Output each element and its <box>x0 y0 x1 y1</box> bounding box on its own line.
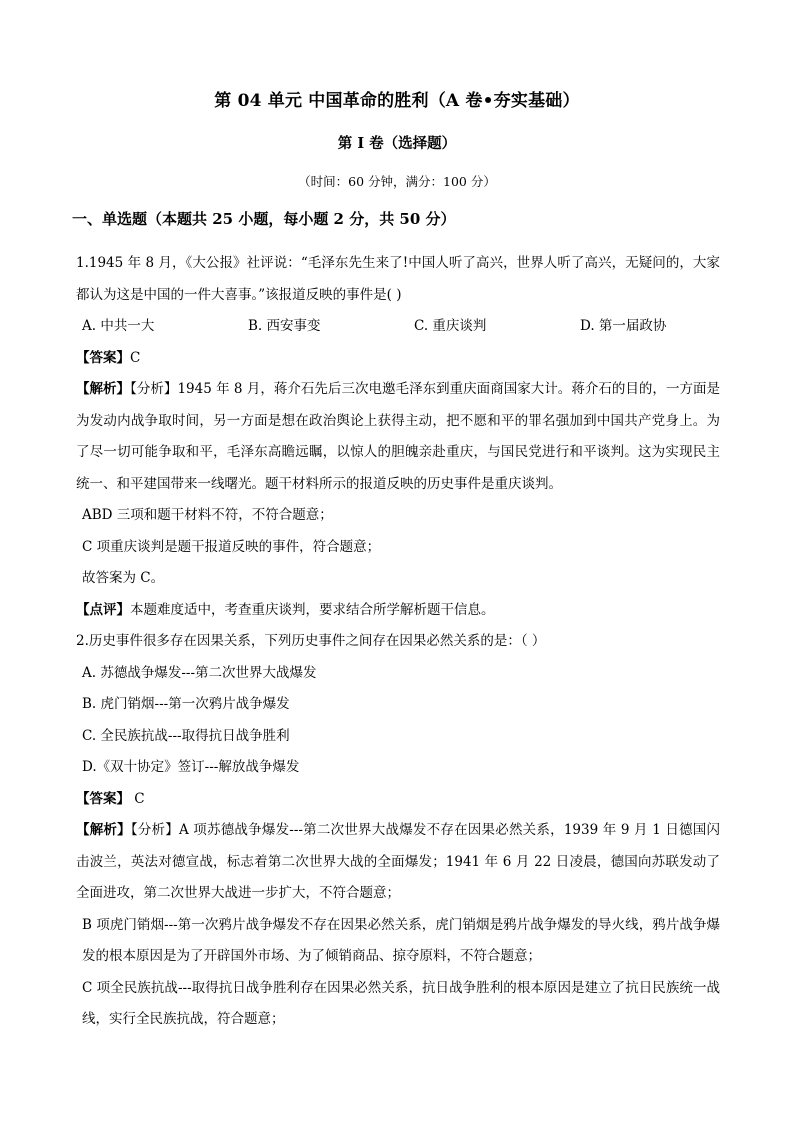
q2-option-b: B. 虎门销烟---第一次鸦片战争爆发 <box>82 696 290 712</box>
page-title: 第 04 单元 中国革命的胜利（A 卷•夯实基础） <box>214 91 580 111</box>
q1-analysis <box>76 374 720 500</box>
q1-analysis-text: 1945 年 8 月，蒋介石先后三次电邀毛泽东到重庆面商国家大计。蒋介石的目的，一方面是为发动内战争取时间，另一方面是想在政治舆论上获得主动，把不愿和平的罪名强加到中国共产党身上。为了尽一切可能争取和平，毛泽东高瞻远瞩，以惊人的胆魄亲赴重庆，与国民党进行和平谈判。这为实现民主统一、和平建国带来一线曙光。题干材料所示的报道反映的历史事件是重庆谈判。 <box>76 381 721 492</box>
q1-option-b: B. 西安事变 <box>248 318 321 334</box>
q1-option-c: C. 重庆谈判 <box>414 318 487 334</box>
q2-line-c: C 项全民族抗战---取得抗日战争胜利存在因果必然关系，抗日战争胜利的根本原因是建立了抗日民族统一战线，实行全民族抗战，符合题意； <box>82 979 720 1027</box>
section-title: 一、单选题（本题共 25 小题，每小题 2 分，共 50 分） <box>72 210 456 228</box>
q2-analysis-tag: 【解析】 <box>76 822 131 838</box>
q1-answer <box>76 343 720 375</box>
q1-answer-value: C <box>130 349 141 366</box>
q2-analysis-text: A 项苏德战争爆发---第二次世界大战爆发不存在因果必然关系，1939 年 9 月 1 日德国闪击波兰，英法对德宣战，标志着第二次世界大战的全面爆发；1941 年 6 月 22 日凌晨，德国向苏联发动了全面进攻，第二次世界大战进一步扩大，不符合题意； <box>76 822 721 901</box>
q1-answer-tag: 【答案】 <box>76 349 130 366</box>
q1-options <box>76 311 720 343</box>
q1-line-abd: ABD 三项和题干材料不符，不符合题意； <box>82 507 333 523</box>
q2-answer <box>76 784 720 816</box>
q1-comment <box>76 595 720 627</box>
q2-option-a: A. 苏德战争爆发---第二次世界大战爆发 <box>82 664 317 681</box>
q2-option-d: D.《双十协定》签订---解放战争爆发 <box>82 759 300 775</box>
q1-analysis-tag: 【解析】 <box>76 381 131 397</box>
q1-stem: 1.1945 年 8 月，《大公报》社评说：“毛泽东先生来了!中国人听了高兴，世界人听了高兴，无疑问的，大家都认为这是中国的一件大喜事。”该报道反映的事件是( ) <box>76 255 720 303</box>
q2-answer-value: C <box>130 790 145 807</box>
q2-analysis-sub: 【分析】 <box>130 822 179 838</box>
q1-line-final: 故答案为 C。 <box>82 570 165 586</box>
q1-analysis-sub: 【分析】 <box>130 381 178 397</box>
q2-analysis <box>76 815 720 910</box>
q1-option-d: D. 第一届政协 <box>580 318 667 334</box>
q1-option-a: A. 中共一大 <box>82 318 155 334</box>
q1-line-c: C 项重庆谈判是题干报道反映的事件，符合题意； <box>82 538 381 555</box>
q2-answer-tag: 【答案】 <box>76 790 130 807</box>
q2-line-b: B 项虎门销烟---第一次鸦片战争爆发不存在因果必然关系，虎门销烟是鸦片战争爆发的导火线，鸦片战争爆发的根本原因是为了开辟国外市场、为了倾销商品、掠夺原料，不符合题意； <box>82 916 720 964</box>
q2-option-c: C. 全民族抗战---取得抗日战争胜利 <box>82 727 290 744</box>
q2-stem: 2.历史事件很多存在因果关系，下列历史事件之间存在因果必然关系的是：（ ） <box>76 633 546 649</box>
page-subtitle: 第 I 卷（选择题） <box>337 135 457 152</box>
q1-comment-tag: 【点评】 <box>76 601 130 618</box>
question-content <box>76 248 720 1036</box>
q1-comment-text: 本题难度适中，考查重庆谈判，要求结合所学解析题干信息。 <box>130 601 495 618</box>
exam-meta: （时间：60 分钟，满分：100 分） <box>298 174 496 189</box>
